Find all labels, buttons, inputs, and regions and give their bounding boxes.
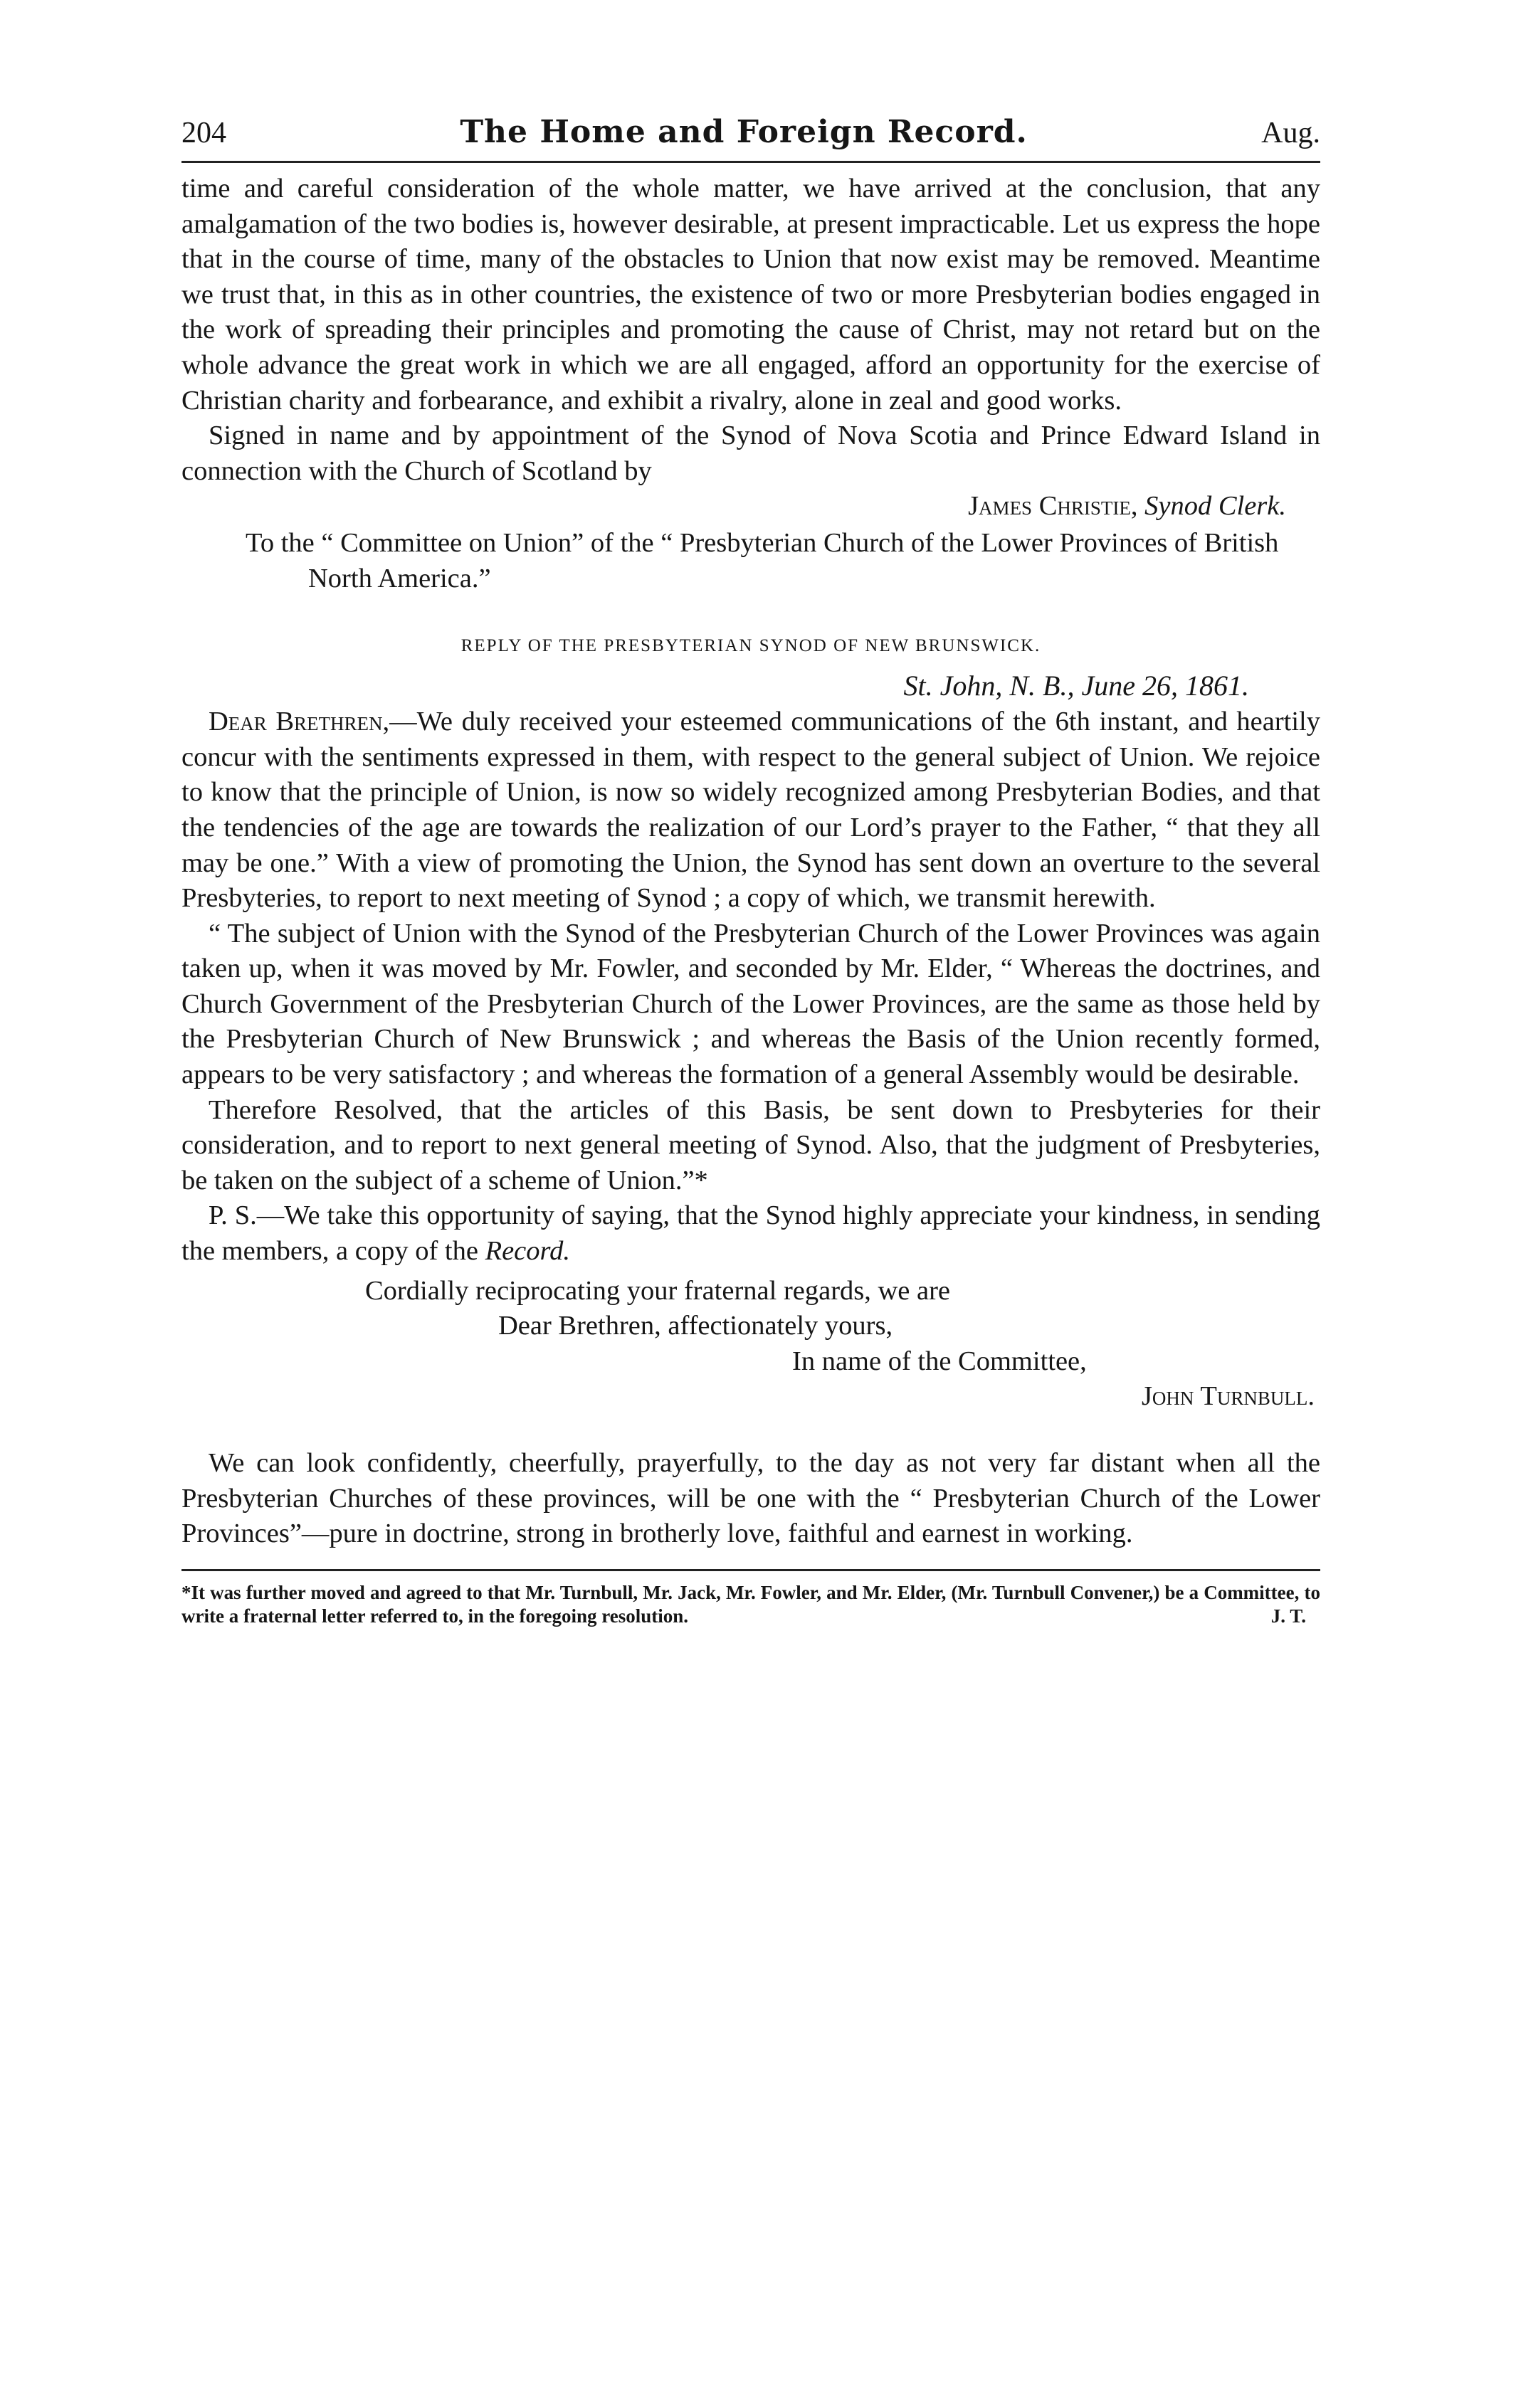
dateline — [181, 667, 1320, 704]
document-page — [181, 114, 1320, 1628]
paragraph-quote: “ The subject of Union with the Synod of the Presbyterian Church of the Lower Provinces was again taken up, when it was moved by Mr. Fowler, and seconded by Mr. Elder, “ Whereas the doctrines, and Church Government of the Presbyterian Church of the Lower Provinces, are the same as those held by the Presbyterian Church of New Brunswick ; and whereas the Basis of the Union recently formed, appears to be very satisfactory ; and whereas the formation of a general Assembly would be desirable. — [181, 918, 1320, 1090]
section-heading: REPLY OF THE PRESBYTERIAN SYNOD OF NEW BRUNSWICK. — [460, 636, 1041, 656]
postscript-record: Record. — [485, 1236, 570, 1267]
header-month: Aug. — [1261, 117, 1320, 149]
footnote — [181, 1581, 1320, 1628]
journal-title: The Home and Foreign Record. — [460, 114, 1028, 150]
signature-name: James Christie, — [968, 491, 1138, 522]
paragraph-postscript — [181, 1198, 1320, 1269]
page-number: 204 — [181, 117, 226, 149]
closing-line-2: Dear Brethren, affectionately yours, — [498, 1311, 893, 1341]
footnote-text: *It was further moved and agreed to that Mr. Turnbull, Mr. Jack, Mr. Fowler, and Mr. Elder, (Mr. Turnbull Convener,) be a Committee, to write a fraternal letter referred to, in the foregoing resolution. — [181, 1581, 1320, 1627]
dateline-text: St. John, N. B., June 26, 1861. — [903, 670, 1249, 702]
closing-signature-name: John Turnbull. — [1141, 1381, 1315, 1412]
closing-line-3: In name of the Committee, — [792, 1346, 1087, 1376]
postscript-text: P. S.—We take this opportunity of saying, that the Synod highly appreciate your kindness, in sending the members, a copy of the — [181, 1200, 1320, 1267]
paragraph-final: We can look confidently, cheerfully, prayerfully, to the day as not very far distant when all the Presbyterian Churches of these provinces, will be one with the “ Presbyterian Church of the Lower Provinces”—pure in doctrine, strong in brotherly love, faithful and earnest in working. — [181, 1448, 1320, 1549]
footnote-initials: J. T. — [1270, 1605, 1306, 1627]
paragraph-reply-text: —We duly received your esteemed communications of the 6th instant, and heartily concur with the sentiments expressed in them, with respect to the general subject of Union. We rejoice to know that the principle of Union, is now so widely recognized among Presbyterian Bodies, and that the tendencies of the age are towards the realization of our Lord’s prayer to the Father, “ that they all may be one.” With a view of promoting the Union, the Synod has sent down an overture to the several Presbyteries, to report to next meeting of Synod ; a copy of which, we transmit herewith. — [181, 707, 1321, 914]
running-header — [181, 114, 1320, 163]
closing-signature — [181, 1379, 1320, 1415]
salutation: Dear Brethren, — [209, 707, 390, 737]
paragraph-reply — [181, 704, 1320, 917]
closing-line-1: Cordially reciprocating your fraternal regards, we are — [365, 1275, 951, 1306]
footnote-rule — [181, 1569, 1320, 1571]
signature-role: Synod Clerk. — [1144, 491, 1286, 522]
paragraph-continued: time and careful consideration of the whole matter, we have arrived at the conclusion, that any amalgamation of the two bodies is, however desirable, at present impracticable. Let us express the hope that in the course of time, many of the obstacles to Union that now exist may be removed. Meantime we trust that, in this as in other countries, the existence of two or more Presbyterian bodies engaged in the work of spreading their principles and promoting the cause of Christ, may not retard but on the whole advance the great work in which we are all engaged, afford an opportunity for the exercise of Christian charity and forbearance, and exhibit a rivalry, alone in zeal and good works. — [181, 174, 1320, 416]
signature-synod-clerk — [181, 489, 1320, 524]
paragraph-signed: Signed in name and by appointment of the Synod of Nova Scotia and Prince Edward Island in connection with the Church of Scotland by — [181, 421, 1320, 486]
address-line: To the “ Committee on Union” of the “ Presbyterian Church of the Lower Provinces of British North America.” — [246, 527, 1279, 593]
paragraph-resolved: Therefore Resolved, that the articles of this Basis, be sent down to Presbyteries for their consideration, and to report to next general meeting of Synod. Also, that the judgment of Presbyteries, be taken on the subject of a scheme of Union.”* — [181, 1094, 1320, 1195]
